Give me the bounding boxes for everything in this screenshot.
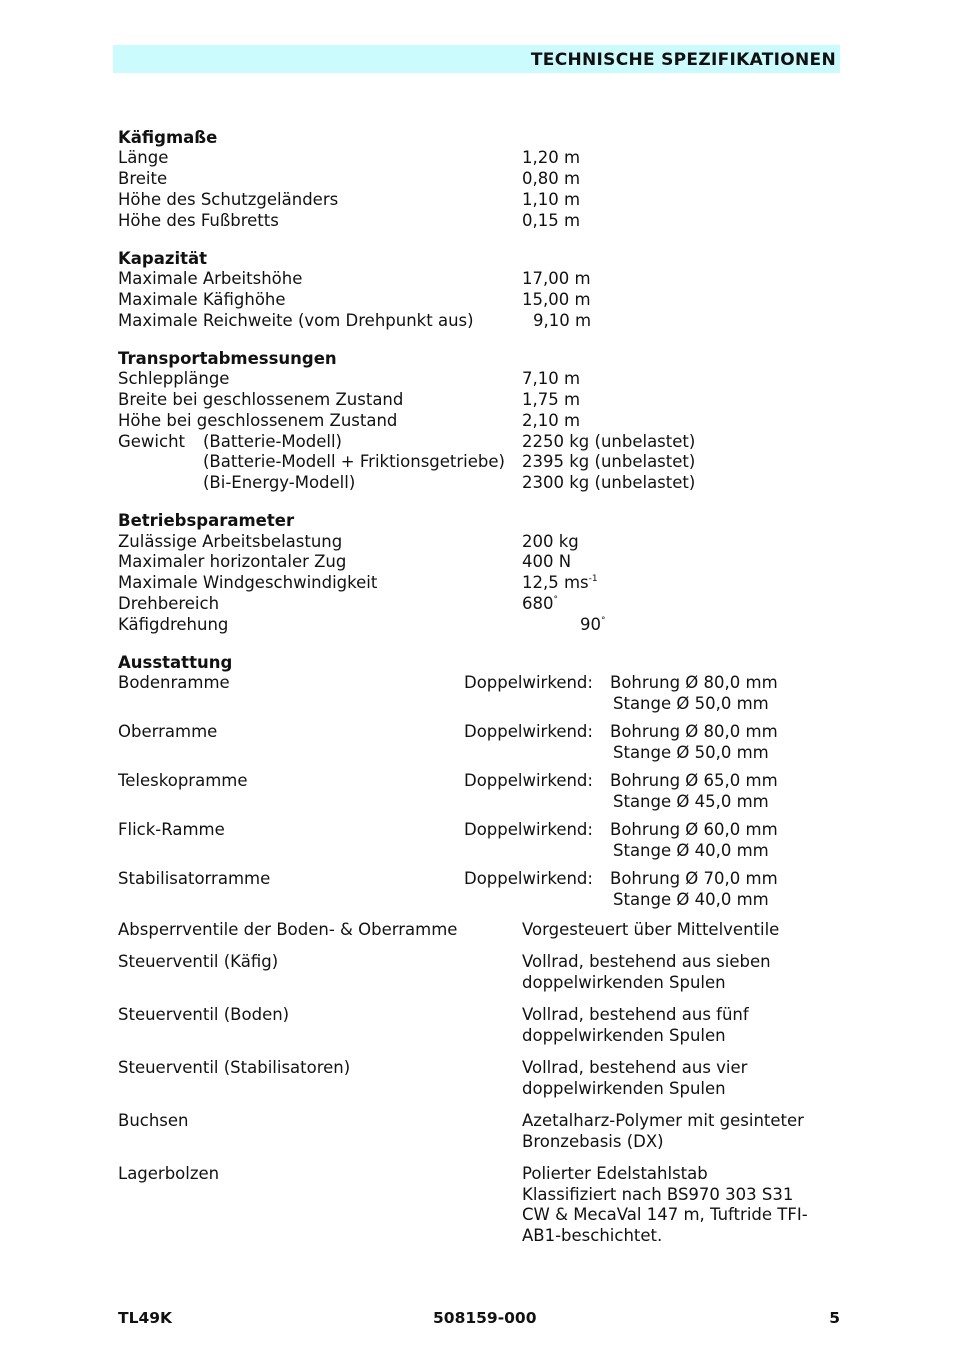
ram-bore: Bohrung Ø 60,0 mm	[610, 820, 778, 839]
ram-label: Teleskopramme	[118, 771, 248, 790]
spec-value: 400 N	[522, 552, 572, 571]
ram-type: Doppelwirkend:	[464, 673, 593, 692]
spec-label: Drehbereich	[118, 594, 220, 613]
spec-value-text: 680	[522, 594, 554, 613]
equipment-value: CW & MecaVal 147 m, Tuftride TFI-	[522, 1205, 808, 1224]
equipment-label: Lagerbolzen	[118, 1164, 220, 1183]
spec-label: Breite bei geschlossenem Zustand	[118, 390, 404, 409]
equipment-value: Vorgesteuert über Mittelventile	[522, 920, 780, 939]
spec-label: Käfigdrehung	[118, 615, 229, 634]
spec-value-wind	[522, 573, 598, 596]
equipment-label: Steuerventil (Stabilisatoren)	[118, 1058, 351, 1077]
ram-rod: Stange Ø 45,0 mm	[613, 792, 769, 811]
equipment-label: Absperrventile der Boden- & Oberramme	[118, 920, 458, 939]
spec-label: Maximale Windgeschwindigkeit	[118, 573, 378, 592]
spec-value: 0,15 m	[522, 211, 581, 230]
section-heading-transport: Transportabmessungen	[118, 349, 337, 368]
ram-label: Flick-Ramme	[118, 820, 225, 839]
spec-value: 15,00 m	[522, 290, 591, 309]
equipment-value: Azetalharz-Polymer mit gesinteter	[522, 1111, 804, 1130]
ram-type: Doppelwirkend:	[464, 869, 593, 888]
weight-model: (Batterie-Modell)	[203, 432, 342, 451]
spec-label: Länge	[118, 148, 169, 167]
footer-doc-number: 508159-000	[433, 1309, 537, 1327]
spec-value: 200 kg	[522, 532, 579, 551]
spec-value: 7,10 m	[522, 369, 581, 388]
weight-model: (Batterie-Modell + Friktionsgetriebe)	[203, 452, 505, 471]
spec-label: Maximale Arbeitshöhe	[118, 269, 303, 288]
degree-superscript: °	[601, 616, 606, 626]
equipment-value: Bronzebasis (DX)	[522, 1132, 664, 1151]
equipment-value: Vollrad, bestehend aus sieben	[522, 952, 771, 971]
equipment-value: doppelwirkenden Spulen	[522, 1026, 726, 1045]
spec-value-text: 12,5 ms	[522, 573, 589, 592]
spec-value: 0,80 m	[522, 169, 581, 188]
spec-value: 1,10 m	[522, 190, 581, 209]
spec-value: 9,10 m	[533, 311, 592, 330]
ram-type: Doppelwirkend:	[464, 771, 593, 790]
ram-bore: Bohrung Ø 80,0 mm	[610, 722, 778, 741]
header-bar	[113, 45, 840, 73]
weight-value: 2395 kg (unbelastet)	[522, 452, 696, 471]
spec-value: 17,00 m	[522, 269, 591, 288]
ram-label: Bodenramme	[118, 673, 230, 692]
equipment-label: Steuerventil (Käfig)	[118, 952, 279, 971]
equipment-value: Vollrad, bestehend aus vier	[522, 1058, 748, 1077]
spec-label: Maximaler horizontaler Zug	[118, 552, 347, 571]
ram-rod: Stange Ø 50,0 mm	[613, 694, 769, 713]
ram-type: Doppelwirkend:	[464, 722, 593, 741]
ram-label: Stabilisatorramme	[118, 869, 271, 888]
spec-value-text: 90	[580, 615, 601, 634]
ram-rod: Stange Ø 40,0 mm	[613, 841, 769, 860]
spec-value-cage-rotation	[580, 615, 606, 638]
page-title: TECHNISCHE SPEZIFIKATIONEN	[530, 50, 836, 70]
spec-label: Höhe bei geschlossenem Zustand	[118, 411, 398, 430]
spec-label: Maximale Reichweite (vom Drehpunkt aus)	[118, 311, 474, 330]
equipment-value: doppelwirkenden Spulen	[522, 973, 726, 992]
footer-model: TL49K	[118, 1309, 173, 1327]
spec-value: 2,10 m	[522, 411, 581, 430]
spec-value-rotation	[522, 594, 558, 617]
spec-label: Zulässige Arbeitsbelastung	[118, 532, 343, 551]
spec-value: 1,75 m	[522, 390, 581, 409]
section-heading-cage: Käfigmaße	[118, 128, 218, 147]
ram-bore: Bohrung Ø 70,0 mm	[610, 869, 778, 888]
equipment-value: Klassifiziert nach BS970 303 S31	[522, 1185, 794, 1204]
section-heading-equipment: Ausstattung	[118, 653, 233, 672]
section-heading-operating: Betriebsparameter	[118, 511, 295, 530]
equipment-value: Polierter Edelstahlstab	[522, 1164, 708, 1183]
weight-label: Gewicht	[118, 432, 186, 451]
ram-rod: Stange Ø 40,0 mm	[613, 890, 769, 909]
equipment-value: doppelwirkenden Spulen	[522, 1079, 726, 1098]
weight-value: 2250 kg (unbelastet)	[522, 432, 696, 451]
ram-label: Oberramme	[118, 722, 218, 741]
ram-bore: Bohrung Ø 65,0 mm	[610, 771, 778, 790]
ram-bore: Bohrung Ø 80,0 mm	[610, 673, 778, 692]
section-heading-capacity: Kapazität	[118, 249, 208, 268]
equipment-label: Buchsen	[118, 1111, 189, 1130]
ram-rod: Stange Ø 50,0 mm	[613, 743, 769, 762]
weight-value: 2300 kg (unbelastet)	[522, 473, 696, 492]
spec-value: 1,20 m	[522, 148, 581, 167]
equipment-label: Steuerventil (Boden)	[118, 1005, 290, 1024]
equipment-value: AB1-beschichtet.	[522, 1226, 663, 1245]
equipment-value: Vollrad, bestehend aus fünf	[522, 1005, 749, 1024]
spec-label: Maximale Käfighöhe	[118, 290, 286, 309]
footer-page-number: 5	[829, 1309, 840, 1327]
spec-label: Höhe des Fußbretts	[118, 211, 279, 230]
degree-superscript: °	[553, 595, 558, 605]
weight-model: (Bi-Energy-Modell)	[203, 473, 356, 492]
ram-type: Doppelwirkend:	[464, 820, 593, 839]
spec-label: Breite	[118, 169, 168, 188]
spec-label: Schlepplänge	[118, 369, 230, 388]
unit-superscript: -1	[588, 574, 598, 584]
spec-label: Höhe des Schutzgeländers	[118, 190, 339, 209]
